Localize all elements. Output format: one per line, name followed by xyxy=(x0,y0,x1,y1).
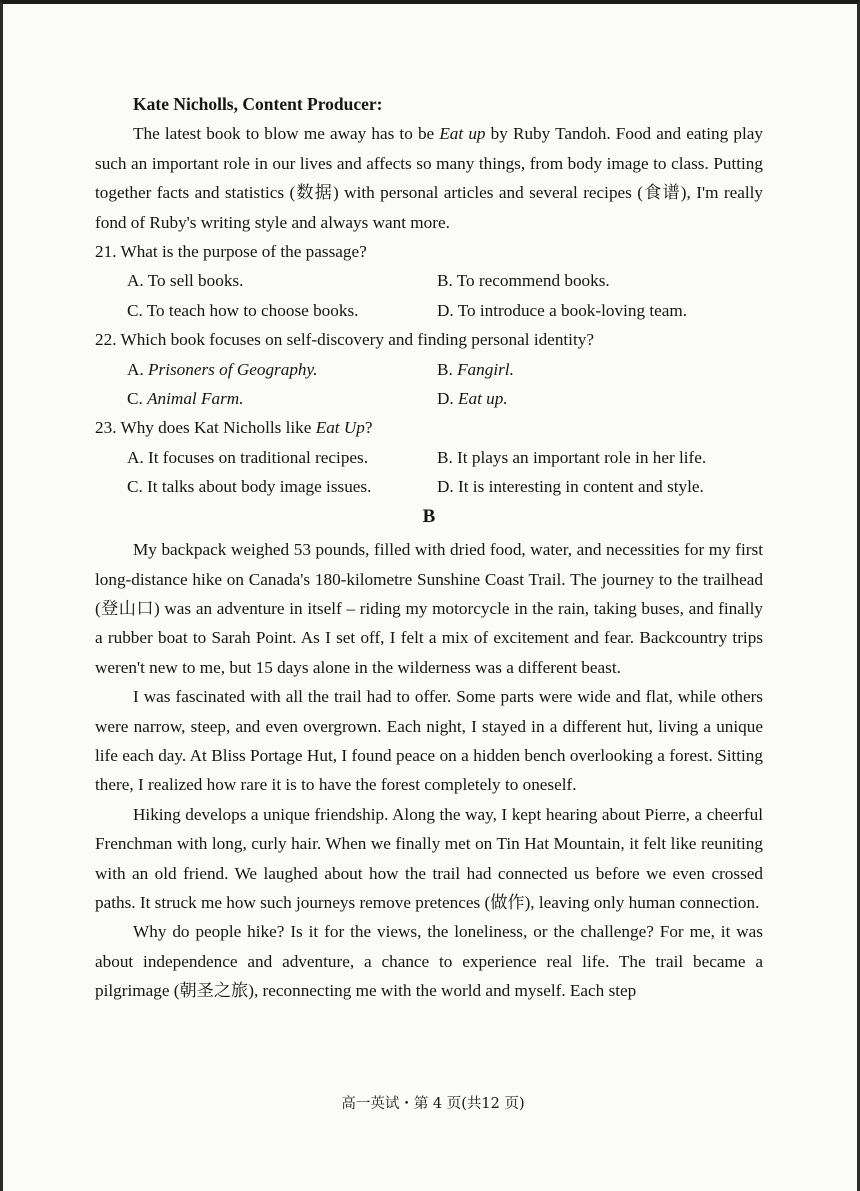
option-a: A. It focuses on traditional recipes. xyxy=(127,447,369,467)
passage-paragraph: My backpack weighed 53 pounds, filled with dried food, water, and necessities for my first long-distance hike on Canada's 180-kilometre Sunshine Coast Trail. The journey to the trailhead (登山口) was an adventure in itself – riding my motorcycle in the rain, taking buses, and finally a rubber boat to Sarah Point. As I set off, I felt a mix of excitement and fear. Backcountry trips weren't new to me, but 15 days alone in the wilderness was a different beast. xyxy=(95,540,763,677)
book-title: Eat up xyxy=(439,124,486,144)
options-row xyxy=(95,384,763,413)
options-row xyxy=(95,355,763,384)
option-c: C. It talks about body image issues. xyxy=(127,477,372,497)
reviewer-paragraph: The latest book to blow me away has to be Eat up by Ruby Tandoh. Food and eating play such an important role in our lives and affects so many things, from body image to class. Putting together facts and statistics (数据) with personal articles and several recipes (食谱), I'm really fond of Ruby's writing style and always want more. xyxy=(95,124,763,232)
section-label: B xyxy=(422,505,436,527)
option-a: A. Prisoners of Geography. xyxy=(127,359,318,379)
options-row xyxy=(95,443,763,472)
option-c: C. To teach how to choose books. xyxy=(127,300,359,320)
question-21: 21. What is the purpose of the passage? xyxy=(95,242,367,262)
page-footer: 高一英试・第 4 页(共12 页) xyxy=(341,1096,525,1112)
options-row xyxy=(95,472,763,501)
passage-paragraph: Why do people hike? Is it for the views, the loneliness, or the challenge? For me, it was about independence and adventure, a chance to experience real life. The trail became a pilgrimage (朝圣之旅), reconnecting me with the world and myself. Each step xyxy=(95,922,763,1001)
option-b: B. It plays an important role in her life. xyxy=(437,447,707,467)
passage-paragraph: Hiking develops a unique friendship. Along the way, I kept hearing about Pierre, a cheerful Frenchman with long, curly hair. When we finally met on Tin Hat Mountain, it felt like reuniting with an old friend. We laughed about how the trail had connected us before we even crossed paths. It struck me how such journeys remove pretences (做作), leaving only human connection. xyxy=(95,804,763,912)
option-d: D. To introduce a book-loving team. xyxy=(437,300,688,320)
question-23: 23. Why does Kat Nicholls like Eat Up? xyxy=(95,418,373,438)
option-d: D. Eat up. xyxy=(437,389,508,409)
option-b: B. Fangirl. xyxy=(437,359,514,379)
passage-paragraph: I was fascinated with all the trail had to offer. Some parts were wide and flat, while others were narrow, steep, and even overgrown. Each night, I stayed in a different hut, living a unique life each day. At Bliss Portage Hut, I found peace on a hidden bench overlooking a forest. Sitting there, I realized how rare it is to have the forest completely to oneself. xyxy=(95,687,763,795)
page-content xyxy=(95,90,763,1006)
options-row xyxy=(95,266,763,295)
question-22: 22. Which book focuses on self-discovery and finding personal identity? xyxy=(95,330,594,350)
options-row xyxy=(95,296,763,325)
option-b: B. To recommend books. xyxy=(437,271,610,291)
option-d: D. It is interesting in content and style. xyxy=(437,477,704,497)
option-a: A. To sell books. xyxy=(127,271,244,291)
option-c: C. Animal Farm. xyxy=(127,389,244,409)
reviewer-heading: Kate Nicholls, Content Producer: xyxy=(133,94,383,114)
